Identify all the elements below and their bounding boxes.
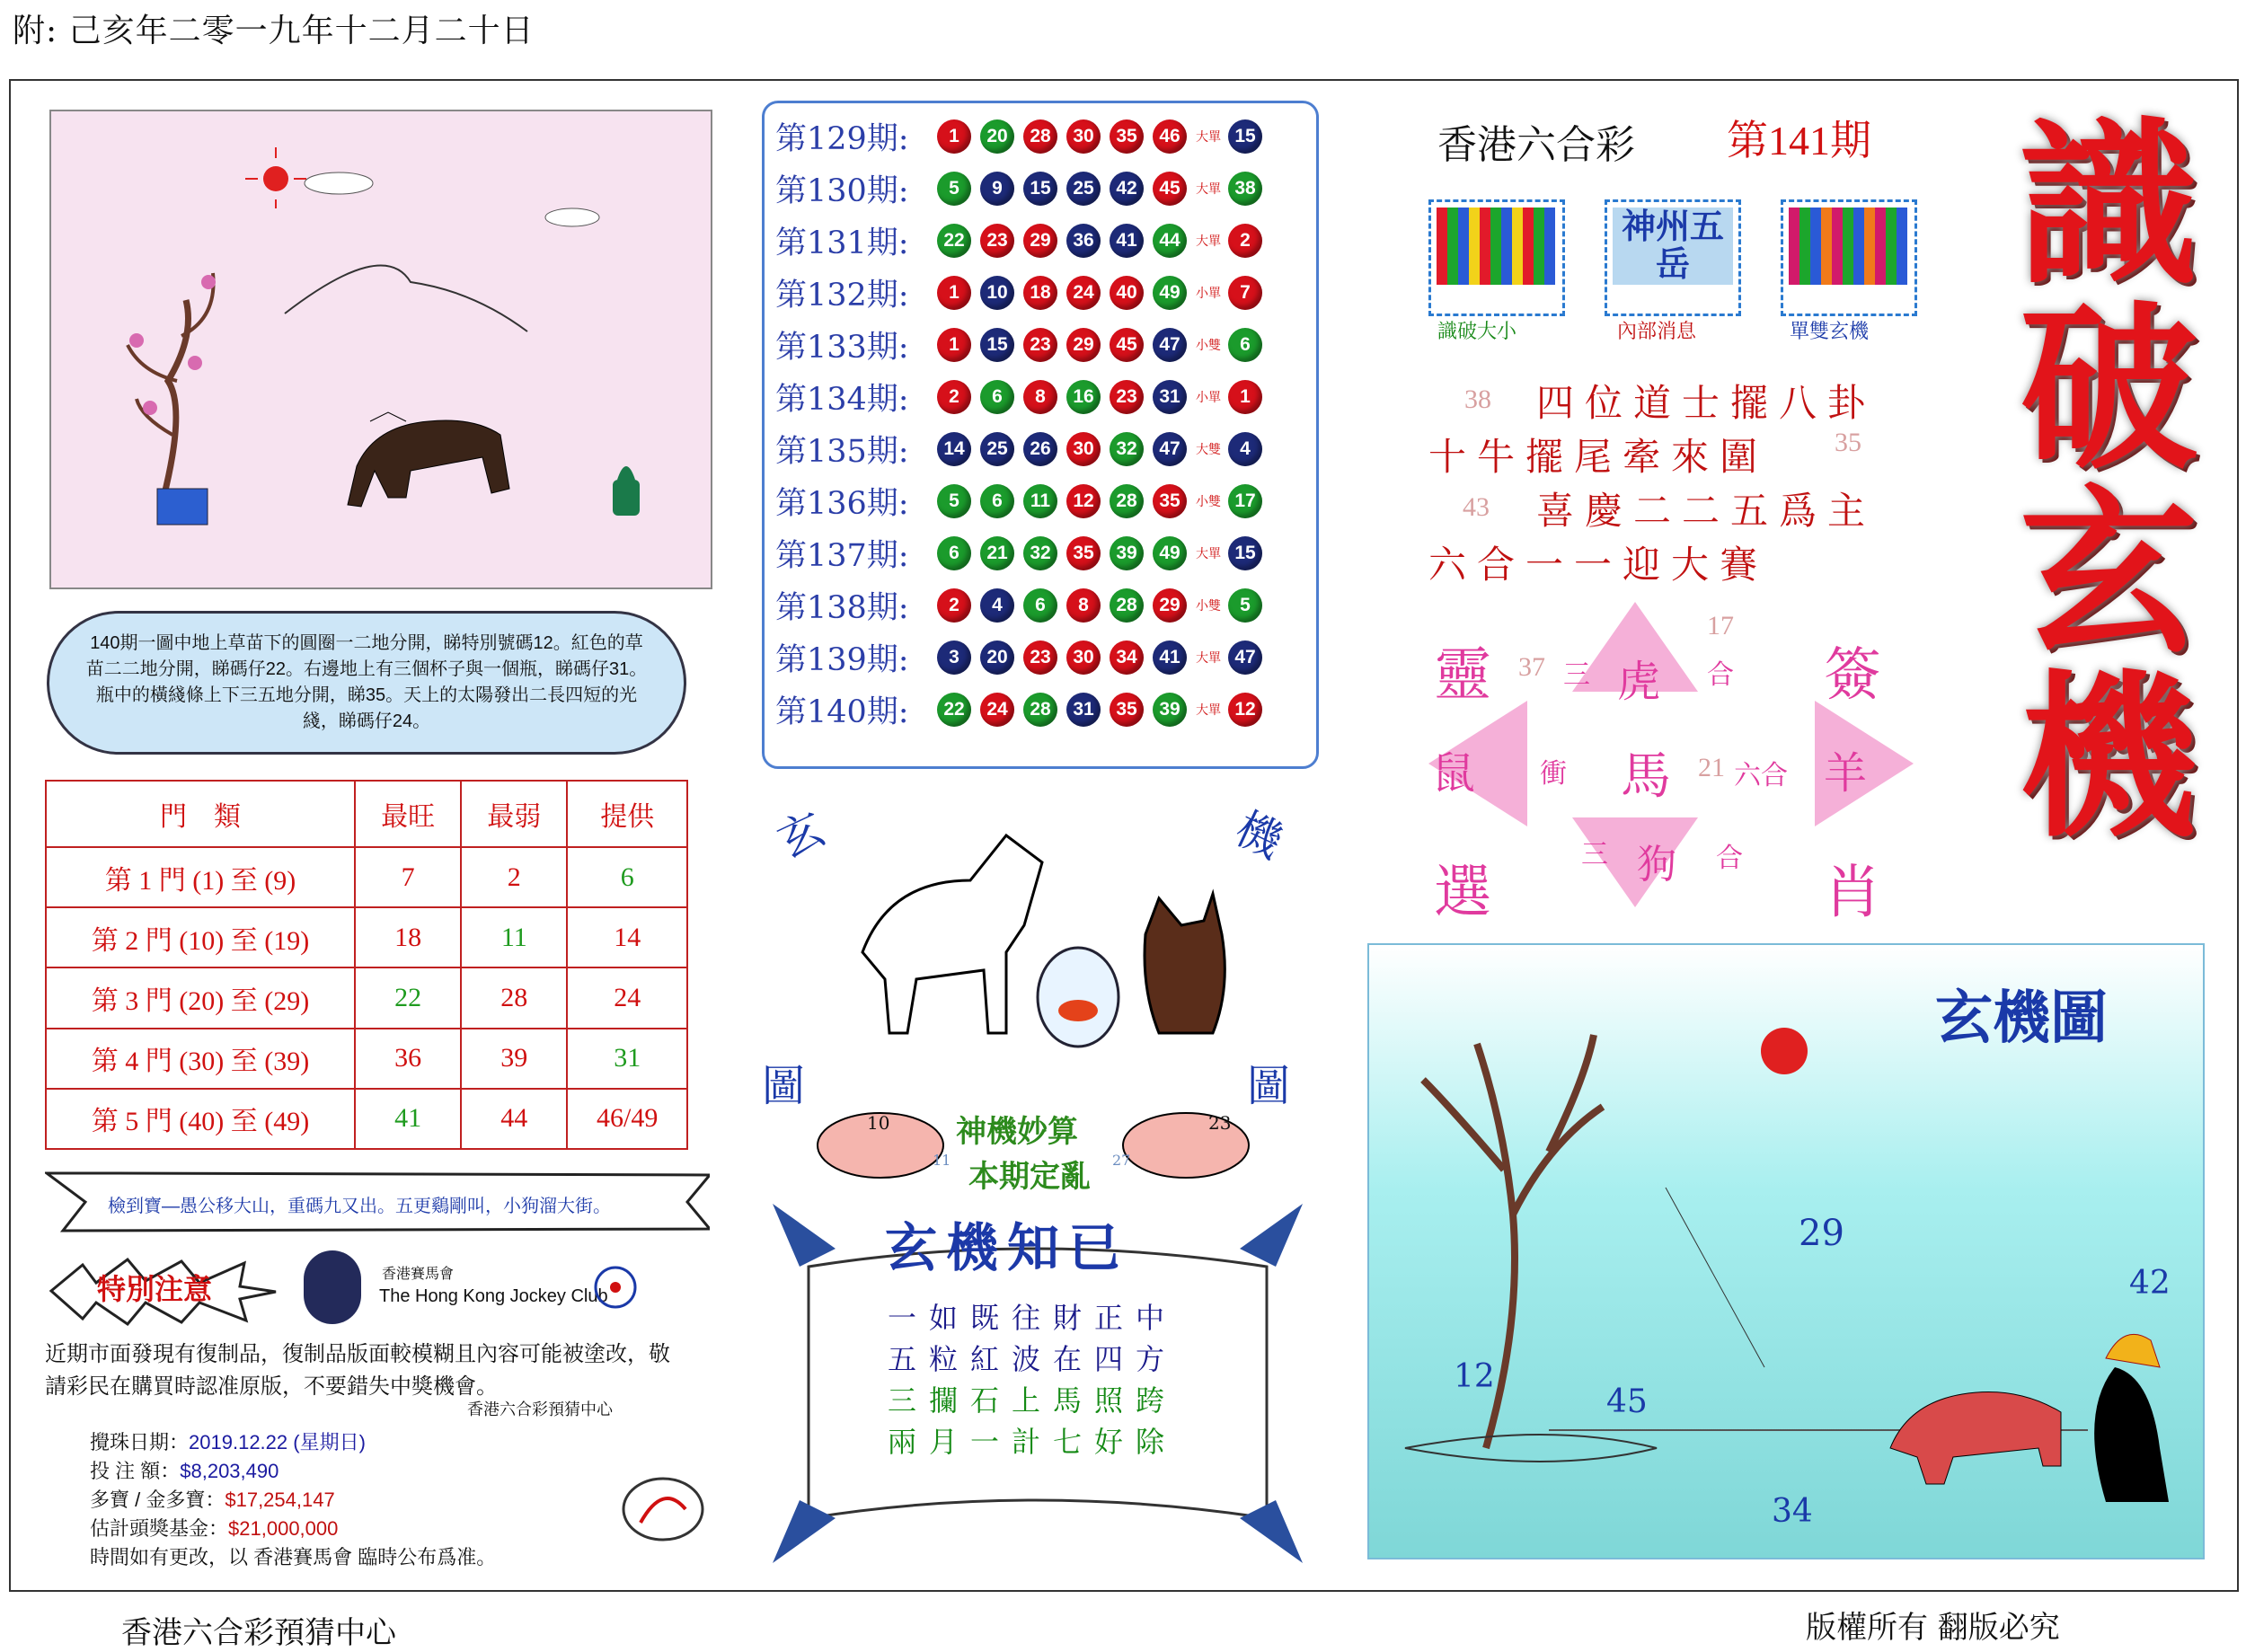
corner-tr: 簽	[1824, 642, 1881, 709]
poem-number: 35	[1835, 428, 1861, 457]
special-ball: 17	[1228, 484, 1262, 518]
footer-right: 版權所有 翻版必究	[1806, 1610, 2060, 1646]
gate-offer: 46/49	[567, 1089, 687, 1149]
draw-ball: 1	[937, 328, 971, 362]
special-ball: 15	[1228, 536, 1262, 570]
jockey-cn: 香港賽馬會	[382, 1267, 455, 1282]
draw-ball: 29	[1153, 588, 1187, 623]
draw-ball: 14	[937, 432, 971, 466]
jockey-en: The Hong Kong Jockey Club	[379, 1286, 608, 1306]
draw-ball: 12	[1066, 484, 1101, 518]
pig-left-number: 10	[867, 1112, 890, 1134]
right-poem-line: 喜慶二二五爲主	[1536, 489, 1877, 533]
draw-ball: 45	[1153, 172, 1187, 206]
compass-san: 三	[1563, 659, 1590, 691]
compass-right: 羊	[1824, 748, 1868, 799]
gate-cold: 39	[461, 1029, 567, 1089]
mosaic-caption-2: 內部消息	[1617, 320, 1697, 342]
draw-results-panel	[762, 101, 1319, 769]
draw-ball: 6	[980, 380, 1014, 414]
compass-he: 合	[1707, 659, 1734, 691]
draw-label: 第134期:	[775, 382, 909, 418]
special-ball: 2	[1228, 224, 1262, 258]
draw-row	[775, 684, 1271, 736]
draw-tag: 小雙	[1196, 337, 1221, 352]
table-row	[46, 1089, 687, 1149]
jackpot-value: $21,000,000	[228, 1517, 339, 1540]
draw-ball: 28	[1023, 693, 1057, 727]
draw-ball: 29	[1023, 224, 1057, 258]
scene-number: 42	[2129, 1265, 2171, 1302]
column-header: 門 類	[46, 781, 355, 847]
draw-ball: 39	[1110, 536, 1144, 570]
special-ball: 38	[1228, 172, 1262, 206]
draw-label: 第137期:	[775, 538, 909, 574]
big-title-text: 識破玄機	[2020, 100, 2197, 861]
draw-ball: 47	[1153, 328, 1187, 362]
multi-value: $17,254,147	[225, 1489, 335, 1511]
hk-lottery-title: 香港六合彩	[1437, 123, 1635, 167]
corner-bl: 選	[1434, 860, 1491, 926]
draw-ball: 23	[1023, 640, 1057, 675]
draw-ball: 6	[980, 484, 1014, 518]
draw-ball: 26	[1023, 432, 1057, 466]
right-poem-line: 六合一一迎大賽	[1428, 543, 1769, 587]
draw-ball: 41	[1153, 640, 1187, 675]
draw-tag: 小雙	[1196, 597, 1221, 613]
notice-sign: 香港六合彩預猜中心	[467, 1400, 613, 1418]
gate-hot: 41	[355, 1089, 461, 1149]
draw-ball: 8	[1066, 588, 1101, 623]
mosaic-caption-3: 單雙玄機	[1790, 320, 1870, 342]
right-poem-line: 四位道士擺八卦	[1536, 381, 1877, 425]
special-ball: 7	[1228, 276, 1262, 310]
scene-title: 玄機圖	[1935, 985, 2108, 1052]
mosaic-box-1	[1428, 199, 1565, 316]
draw-row	[775, 215, 1271, 267]
draw-tag: 小雙	[1196, 493, 1221, 508]
gate-offer: 6	[567, 847, 687, 907]
compass-number: 37	[1518, 652, 1545, 682]
draw-ball: 41	[1110, 224, 1144, 258]
compass-top: 虎	[1617, 657, 1661, 707]
notice-text: 近期市面發現有復制品，復制品版面較模糊且內容可能被塗改，敬請彩民在購買時認准原版，不要錯失中獎機會。	[45, 1342, 670, 1399]
gate-cold: 44	[461, 1089, 567, 1149]
draw-ball: 30	[1066, 432, 1101, 466]
bet-label: 投 注 額	[90, 1460, 161, 1482]
special-ball: 1	[1228, 380, 1262, 414]
draw-row	[775, 475, 1271, 527]
draw-ball: 28	[1110, 484, 1144, 518]
draw-ball: 42	[1110, 172, 1144, 206]
draw-ball: 3	[937, 640, 971, 675]
jackpot-label: 估計頭獎基金	[90, 1517, 209, 1540]
draw-ball: 46	[1153, 119, 1187, 154]
pig-right-number: 23	[1208, 1112, 1232, 1134]
mark-six-logo	[584, 1256, 647, 1319]
draw-label: 第130期:	[775, 173, 909, 209]
gate-hot: 7	[355, 847, 461, 907]
corner-char-br: 圖	[1247, 1061, 1291, 1111]
mosaic-box-3	[1781, 199, 1917, 316]
bet-value: $8,203,490	[180, 1460, 279, 1482]
draw-label: 第135期:	[775, 434, 909, 470]
draw-label: 第131期:	[775, 225, 909, 261]
draw-ball: 35	[1110, 693, 1144, 727]
table-row	[46, 1029, 687, 1089]
poem-number: 38	[1464, 384, 1491, 414]
scroll-title: 玄機知已	[885, 1217, 1130, 1278]
draw-tag: 大單	[1196, 181, 1221, 196]
compass-number: 17	[1707, 611, 1734, 640]
draw-date-label: 攪珠日期	[90, 1431, 170, 1453]
compass-he-2: 合	[1716, 843, 1743, 874]
draw-ball: 40	[1110, 276, 1144, 310]
draw-ball: 2	[937, 588, 971, 623]
gate-cold: 2	[461, 847, 567, 907]
gate-label: 第 2 門 (10) 至 (19)	[46, 907, 355, 967]
table-row	[46, 847, 687, 907]
draw-tag: 大雙	[1196, 441, 1221, 456]
draw-ball: 5	[937, 484, 971, 518]
special-ball: 6	[1228, 328, 1262, 362]
info-footnote: 時間如有更改，以 香港賽馬會 臨時公布爲准。	[90, 1546, 497, 1568]
draw-ball: 20	[980, 119, 1014, 154]
small-number-left: 11	[933, 1152, 951, 1169]
draw-ball: 49	[1153, 536, 1187, 570]
gate-label: 第 5 門 (40) 至 (49)	[46, 1089, 355, 1149]
gate-label: 第 3 門 (20) 至 (29)	[46, 967, 355, 1028]
draw-ball: 24	[980, 693, 1014, 727]
riddle-text: 140期一圖中地上草苗下的圓圈一二地分開，睇特別號碼12。紅色的草苗二二地分開，睇碼仔22。右邊地上有三個杯子與一個瓶，睇碼仔31。瓶中的橫綫條上下三五地分開，睇35。天上的太陽發出二長四短的光綫，睇碼仔24。	[47, 611, 686, 755]
gates-table	[45, 780, 688, 1150]
draw-ball: 20	[980, 640, 1014, 675]
draw-label: 第132期:	[775, 278, 909, 314]
draw-ball: 30	[1066, 119, 1101, 154]
column-header: 提供	[567, 781, 687, 847]
draw-info: 攪珠日期：2019.12.22 (星期日) 投 注 額：$8,203,490 多寶 / 金多寶：$17,254,147 估計頭獎基金：$21,000,000 時間如有更改，以 香港賽馬會 臨時公布爲准。	[90, 1428, 496, 1572]
draw-row	[775, 267, 1271, 319]
multi-label: 多寶 / 金多寶	[90, 1489, 206, 1511]
corner-char-tr: 機	[1227, 801, 1291, 869]
draw-ball: 32	[1023, 536, 1057, 570]
draw-tag: 大單	[1196, 128, 1221, 144]
special-ball: 15	[1228, 119, 1262, 154]
motto-line-1: 神機妙算	[956, 1114, 1078, 1150]
draw-ball: 44	[1153, 224, 1187, 258]
draw-ball: 32	[1110, 432, 1144, 466]
compass-liuhe: 六合	[1734, 760, 1788, 791]
table-row	[46, 907, 687, 967]
compass-bottom: 狗	[1637, 842, 1676, 888]
gate-offer: 31	[567, 1029, 687, 1089]
banner-text: 檢到寶—愚公移大山，重碼九又出。五更鷄剛叫，小狗溜大街。	[108, 1197, 611, 1216]
scene-number: 34	[1772, 1493, 1813, 1530]
draw-tag: 大單	[1196, 649, 1221, 665]
draw-ball: 31	[1066, 693, 1101, 727]
draw-ball: 23	[1023, 328, 1057, 362]
jockey-logo	[304, 1250, 361, 1324]
draw-ball: 49	[1153, 276, 1187, 310]
draw-ball: 23	[980, 224, 1014, 258]
date-line: 附: 己亥年二零一九年十二月二十日	[13, 13, 535, 49]
special-ball: 12	[1228, 693, 1262, 727]
draw-ball: 5	[937, 172, 971, 206]
draw-ball: 10	[980, 276, 1014, 310]
gate-offer: 24	[567, 967, 687, 1028]
riddle-scene	[49, 110, 712, 589]
draw-ball: 25	[980, 432, 1014, 466]
scroll-poem-line: 五粒紅波在四方	[888, 1342, 1178, 1376]
corner-char-tl: 玄	[769, 801, 833, 869]
gate-hot: 36	[355, 1029, 461, 1089]
draw-ball: 11	[1023, 484, 1057, 518]
issue-number: 第141期	[1727, 118, 1871, 163]
draw-ball: 15	[1023, 172, 1057, 206]
draw-label: 第140期:	[775, 694, 909, 730]
special-ball: 4	[1228, 432, 1262, 466]
gate-offer: 14	[567, 907, 687, 967]
gate-label: 第 4 門 (30) 至 (39)	[46, 1029, 355, 1089]
draw-ball: 6	[1023, 588, 1057, 623]
small-number-right: 27	[1112, 1152, 1131, 1169]
draw-ball: 24	[1066, 276, 1101, 310]
draw-ball: 22	[937, 693, 971, 727]
draw-ball: 31	[1153, 380, 1187, 414]
corner-br: 肖	[1824, 860, 1881, 926]
draw-row	[775, 632, 1271, 684]
draw-label: 第139期:	[775, 642, 909, 678]
riddle-illustration	[51, 111, 711, 587]
draw-ball: 1	[937, 276, 971, 310]
table-header-row	[46, 781, 687, 847]
draw-row	[775, 110, 1271, 163]
draw-ball: 18	[1023, 276, 1057, 310]
gate-label: 第 1 門 (1) 至 (9)	[46, 847, 355, 907]
draw-label: 第129期:	[775, 121, 909, 157]
draw-row	[775, 527, 1271, 579]
draw-tag: 大單	[1196, 702, 1221, 717]
draw-ball: 22	[937, 224, 971, 258]
compass-san-2: 三	[1581, 839, 1608, 870]
scroll-poem-line: 一如既往財正中	[888, 1301, 1178, 1335]
footer-left: 香港六合彩預猜中心	[121, 1615, 396, 1651]
table-row	[46, 967, 687, 1028]
draw-ball: 15	[980, 328, 1014, 362]
draw-ball: 30	[1066, 640, 1101, 675]
draw-ball: 29	[1066, 328, 1101, 362]
draw-row	[775, 579, 1271, 632]
draw-tag: 小單	[1196, 285, 1221, 300]
compass-center: 馬	[1621, 747, 1671, 806]
animals-illustration	[836, 808, 1294, 1051]
mosaic-caption-1: 識破大小	[1437, 320, 1517, 342]
draw-ball: 35	[1066, 536, 1101, 570]
draw-ball: 28	[1023, 119, 1057, 154]
draw-tag: 小單	[1196, 389, 1221, 404]
draw-ball: 6	[937, 536, 971, 570]
draw-ball: 16	[1066, 380, 1101, 414]
scene-number: 12	[1454, 1358, 1495, 1395]
draw-ball: 2	[937, 380, 971, 414]
draw-label: 第138期:	[775, 590, 909, 626]
motto-line-2: 本期定亂	[968, 1159, 1091, 1195]
draw-ball: 1	[937, 119, 971, 154]
gate-hot: 22	[355, 967, 461, 1028]
draw-ball: 35	[1153, 484, 1187, 518]
big-title	[2005, 100, 2221, 861]
corner-char-bl: 圖	[762, 1061, 806, 1111]
scene-number: 29	[1799, 1213, 1844, 1254]
center-box-text: 神州五岳	[1613, 208, 1733, 285]
draw-row	[775, 371, 1271, 423]
draw-ball: 25	[1066, 172, 1101, 206]
draw-row	[775, 319, 1271, 371]
poem-number: 43	[1463, 492, 1490, 522]
draw-ball: 34	[1110, 640, 1144, 675]
draw-ball: 45	[1110, 328, 1144, 362]
special-ball: 5	[1228, 588, 1262, 623]
special-label: 特別注意	[97, 1272, 213, 1306]
mosaic-box-2	[1605, 199, 1741, 316]
draw-ball: 21	[980, 536, 1014, 570]
draw-ball: 8	[1023, 380, 1057, 414]
draw-label: 第136期:	[775, 486, 909, 522]
draw-ball: 9	[980, 172, 1014, 206]
draw-ball: 35	[1110, 119, 1144, 154]
draw-row	[775, 163, 1271, 215]
draw-ball: 39	[1153, 693, 1187, 727]
draw-tag: 大單	[1196, 545, 1221, 561]
draw-ball: 47	[1153, 432, 1187, 466]
draw-ball: 28	[1110, 588, 1144, 623]
column-header: 最旺	[355, 781, 461, 847]
column-header: 最弱	[461, 781, 567, 847]
compass-heng: 衝	[1540, 758, 1567, 790]
draw-ball: 36	[1066, 224, 1101, 258]
corner-tl: 靈	[1434, 642, 1491, 709]
gate-cold: 11	[461, 907, 567, 967]
draw-ball: 4	[980, 588, 1014, 623]
draw-row	[775, 423, 1271, 475]
draw-ball: 23	[1110, 380, 1144, 414]
draw-tag: 大單	[1196, 233, 1221, 248]
right-poem-line: 十牛擺尾牽來圍	[1428, 435, 1769, 479]
gate-hot: 18	[355, 907, 461, 967]
compass-number: 21	[1698, 753, 1725, 782]
scroll-poem-line: 兩月一計七好除	[888, 1425, 1178, 1459]
scroll-poem-line: 三攔石上馬照跨	[888, 1383, 1178, 1418]
gate-cold: 28	[461, 967, 567, 1028]
draw-label: 第133期:	[775, 330, 909, 366]
draw-date: 2019.12.22 (星期日)	[189, 1431, 366, 1453]
compass-left: 鼠	[1432, 748, 1476, 799]
special-ball: 47	[1228, 640, 1262, 675]
ifha-logo	[618, 1473, 708, 1545]
scene-number: 45	[1606, 1383, 1648, 1420]
